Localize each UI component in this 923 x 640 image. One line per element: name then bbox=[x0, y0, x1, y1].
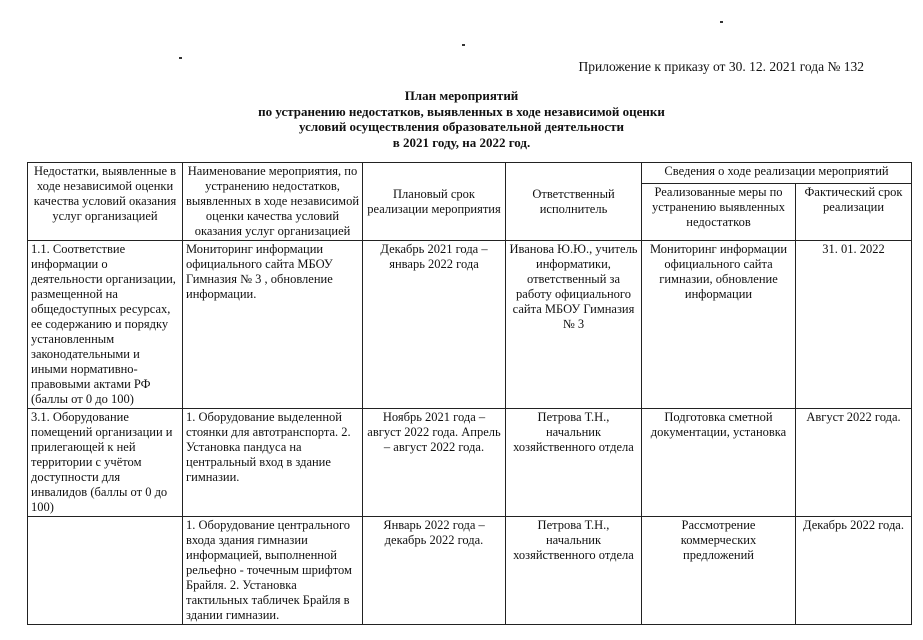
title-line-3: условий осуществления образовательной деятельности bbox=[298, 119, 625, 134]
cell-actual-term: Декабрь 2022 года. bbox=[796, 517, 912, 625]
cell-measure: Мониторинг информации официального сайта МБОУ Гимназия № 3 , обновление информации. bbox=[183, 241, 363, 409]
table-row bbox=[28, 241, 912, 409]
cell-responsible: Иванова Ю.Ю., учитель информатики, ответственный за работу официального сайта МБОУ Гимназия № 3 bbox=[506, 241, 642, 409]
annex-reference: Приложение к приказу от 30. 12. 2021 года № 132 bbox=[578, 59, 864, 74]
header-measure: Наименование мероприятия, по устранению недостатков, выявленных в ходе независимой оценки качества условий оказания услуг организацией bbox=[183, 163, 363, 241]
cell-shortfall: 1.1. Соответствие информации о деятельности организации, размещенной на общедоступных ресурсах, ее содержанию и порядку установленным законодательными и иными нормативно-правовыми актами РФ (баллы от 0 до 100) bbox=[28, 241, 183, 409]
cell-implemented: Мониторинг информации официального сайта гимназии, обновление информации bbox=[642, 241, 796, 409]
table-row bbox=[28, 409, 912, 517]
cell-shortfall: 3.1. Оборудование помещений организации и прилегающей к ней территории с учётом доступности для инвалидов (баллы от 0 до 100) bbox=[28, 409, 183, 517]
cell-measure: 1. Оборудование центрального входа здания гимназии информацией, выполненной рельефно - точечным шрифтом Брайля. 2. Установка тактильных табличек Брайля в здании гимназии. bbox=[183, 517, 363, 625]
cell-actual-term: 31. 01. 2022 bbox=[796, 241, 912, 409]
cell-responsible: Петрова Т.Н., начальник хозяйственного отдела bbox=[506, 409, 642, 517]
header-shortfall: Недостатки, выявленные в ходе независимой оценки качества условий оказания услуг организацией bbox=[28, 163, 183, 241]
cell-measure: 1. Оборудование выделенной стоянки для автотранспорта. 2. Установка пандуса на центральный вход в здание гимназии. bbox=[183, 409, 363, 517]
cell-planned-term: Декабрь 2021 года – январь 2022 года bbox=[363, 241, 506, 409]
header-row bbox=[28, 163, 912, 184]
title-line-1: План мероприятий bbox=[404, 88, 519, 103]
table-row bbox=[28, 517, 912, 625]
plan-table bbox=[27, 162, 912, 625]
header-implemented: Реализованные меры по устранению выявленных недостатков bbox=[642, 184, 796, 241]
header-progress-group: Сведения о ходе реализации мероприятий bbox=[642, 163, 912, 184]
cell-implemented: Подготовка сметной документации, установка bbox=[642, 409, 796, 517]
header-responsible: Ответственный исполнитель bbox=[506, 163, 642, 241]
cell-responsible: Петрова Т.Н., начальник хозяйственного отдела bbox=[506, 517, 642, 625]
title-line-4: в 2021 году, на 2022 год. bbox=[392, 134, 531, 150]
cell-planned-term: Ноябрь 2021 года – август 2022 года. Апрель – август 2022 года. bbox=[363, 409, 506, 517]
header-planned-term: Плановый срок реализации мероприятия bbox=[363, 163, 506, 241]
title-line-2: по устранению недостатков, выявленных в ходе независимой оценки bbox=[258, 103, 665, 119]
cell-planned-term: Январь 2022 года – декабрь 2022 года. bbox=[363, 517, 506, 625]
cell-shortfall bbox=[28, 517, 183, 625]
document-title bbox=[0, 88, 923, 150]
cell-implemented: Рассмотрение коммерческих предложений bbox=[642, 517, 796, 625]
cell-actual-term: Август 2022 года. bbox=[796, 409, 912, 517]
header-actual-term: Фактический срок реализации bbox=[796, 184, 912, 241]
